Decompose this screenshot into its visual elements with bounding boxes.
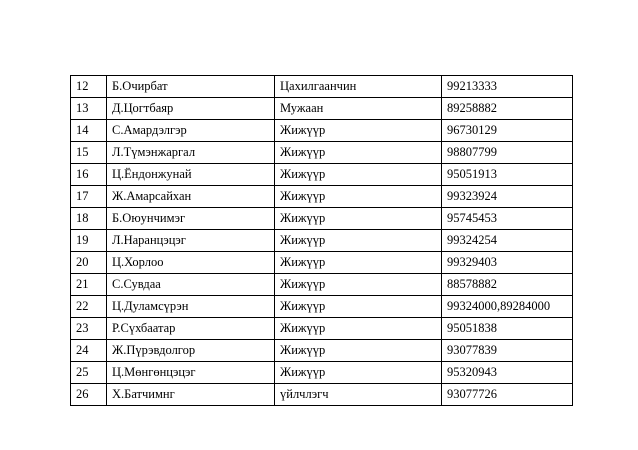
phone-number-cell: 99323924 bbox=[442, 186, 573, 208]
table-row bbox=[71, 274, 573, 296]
employee-name-cell: Ц.Дуламсүрэн bbox=[107, 296, 275, 318]
table-row bbox=[71, 340, 573, 362]
table-row bbox=[71, 252, 573, 274]
job-title-cell: Жижүүр bbox=[275, 340, 442, 362]
job-title-cell: Жижүүр bbox=[275, 186, 442, 208]
employee-name-cell: Л.Түмэнжаргал bbox=[107, 142, 275, 164]
row-number-cell: 15 bbox=[71, 142, 107, 164]
table-row bbox=[71, 318, 573, 340]
job-title-cell: Жижүүр bbox=[275, 252, 442, 274]
employee-name-cell: Ж.Амарсайхан bbox=[107, 186, 275, 208]
employee-name-cell: Р.Сүхбаатар bbox=[107, 318, 275, 340]
table-row bbox=[71, 186, 573, 208]
phone-number-cell: 95051838 bbox=[442, 318, 573, 340]
staff-contact-table bbox=[70, 75, 573, 406]
employee-name-cell: Ц.Ёндонжунай bbox=[107, 164, 275, 186]
row-number-cell: 22 bbox=[71, 296, 107, 318]
table-row bbox=[71, 208, 573, 230]
table-row bbox=[71, 362, 573, 384]
row-number-cell: 24 bbox=[71, 340, 107, 362]
row-number-cell: 13 bbox=[71, 98, 107, 120]
table-row bbox=[71, 296, 573, 318]
employee-name-cell: Б.Очирбат bbox=[107, 76, 275, 98]
phone-number-cell: 95051913 bbox=[442, 164, 573, 186]
phone-number-cell: 93077726 bbox=[442, 384, 573, 406]
phone-number-cell: 89258882 bbox=[442, 98, 573, 120]
job-title-cell: Жижүүр bbox=[275, 164, 442, 186]
phone-number-cell: 95745453 bbox=[442, 208, 573, 230]
table-row bbox=[71, 98, 573, 120]
phone-number-cell: 99324000,89284000 bbox=[442, 296, 573, 318]
phone-number-cell: 98807799 bbox=[442, 142, 573, 164]
table-body bbox=[71, 76, 573, 406]
row-number-cell: 25 bbox=[71, 362, 107, 384]
phone-number-cell: 93077839 bbox=[442, 340, 573, 362]
row-number-cell: 26 bbox=[71, 384, 107, 406]
job-title-cell: Жижүүр bbox=[275, 296, 442, 318]
phone-number-cell: 99329403 bbox=[442, 252, 573, 274]
employee-name-cell: С.Амардэлгэр bbox=[107, 120, 275, 142]
row-number-cell: 18 bbox=[71, 208, 107, 230]
table-row bbox=[71, 164, 573, 186]
table-row bbox=[71, 120, 573, 142]
row-number-cell: 19 bbox=[71, 230, 107, 252]
job-title-cell: Жижүүр bbox=[275, 208, 442, 230]
job-title-cell: Мужаан bbox=[275, 98, 442, 120]
job-title-cell: үйлчлэгч bbox=[275, 384, 442, 406]
job-title-cell: Жижүүр bbox=[275, 274, 442, 296]
row-number-cell: 20 bbox=[71, 252, 107, 274]
row-number-cell: 12 bbox=[71, 76, 107, 98]
job-title-cell: Жижүүр bbox=[275, 120, 442, 142]
row-number-cell: 23 bbox=[71, 318, 107, 340]
table-row bbox=[71, 384, 573, 406]
job-title-cell: Жижүүр bbox=[275, 362, 442, 384]
employee-name-cell: Д.Цогтбаяр bbox=[107, 98, 275, 120]
job-title-cell: Жижүүр bbox=[275, 318, 442, 340]
employee-name-cell: Ц.Мөнгөнцэцэг bbox=[107, 362, 275, 384]
employee-name-cell: Ц.Хорлоо bbox=[107, 252, 275, 274]
employee-name-cell: Л.Наранцэцэг bbox=[107, 230, 275, 252]
employee-name-cell: С.Сувдаа bbox=[107, 274, 275, 296]
table-row bbox=[71, 230, 573, 252]
job-title-cell: Жижүүр bbox=[275, 230, 442, 252]
phone-number-cell: 99213333 bbox=[442, 76, 573, 98]
job-title-cell: Жижүүр bbox=[275, 142, 442, 164]
phone-number-cell: 99324254 bbox=[442, 230, 573, 252]
employee-name-cell: Б.Оюунчимэг bbox=[107, 208, 275, 230]
row-number-cell: 14 bbox=[71, 120, 107, 142]
phone-number-cell: 96730129 bbox=[442, 120, 573, 142]
table-row bbox=[71, 76, 573, 98]
employee-name-cell: Х.Батчимнг bbox=[107, 384, 275, 406]
phone-number-cell: 95320943 bbox=[442, 362, 573, 384]
row-number-cell: 17 bbox=[71, 186, 107, 208]
employee-name-cell: Ж.Пүрэвдолгор bbox=[107, 340, 275, 362]
phone-number-cell: 88578882 bbox=[442, 274, 573, 296]
table-row bbox=[71, 142, 573, 164]
row-number-cell: 21 bbox=[71, 274, 107, 296]
job-title-cell: Цахилгаанчин bbox=[275, 76, 442, 98]
row-number-cell: 16 bbox=[71, 164, 107, 186]
